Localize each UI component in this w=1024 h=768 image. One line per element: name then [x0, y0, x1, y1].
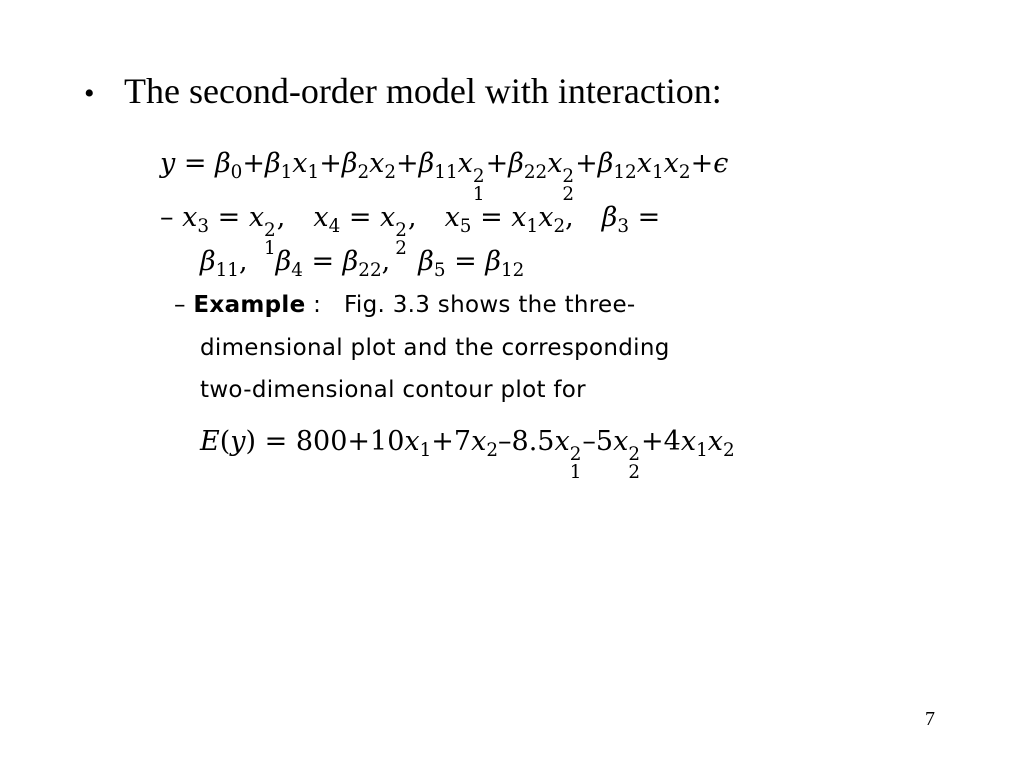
example-text-3: two-dimensional contour plot for [200, 377, 586, 403]
bullet-text: The second-order model with interaction: [124, 71, 722, 111]
example-text-2: dimensional plot and the corresponding [200, 335, 670, 361]
example-equation: $E(y) = 800+10x_1+7x_2-8.5x$ 2 1 –5x 2 2 $+4x_1x_2$ [200, 426, 735, 483]
substitution-line-2: $\beta_{11}$, $\beta_4 = \beta_{22}$, $\beta_5 = \beta_{12}$ [200, 246, 525, 281]
example-colon: : [305, 292, 329, 318]
substitution-line-1: – $x_3 = x$ 2 1 , $x_4 = x$ 2 2 , $x_5 = x_1x_2$, $\beta_3$ = [160, 202, 661, 259]
page-number: 7 [925, 708, 935, 730]
example-label: Example [193, 292, 306, 318]
example-line-1: – Example : Fig. 3.3 shows the three- [174, 292, 636, 318]
bullet-item [84, 70, 722, 112]
bullet-marker: • [84, 77, 95, 110]
model-equation: $y = \beta_0+\beta_1x_1+\beta_2x_2+\beta_{11}x$ 2 1 $+\beta_{22}x$ 2 2 $+\beta_{12}x_1x_2+\epsilon$ [160, 148, 729, 205]
example-text-1: Fig. 3.3 shows the three- [344, 292, 636, 318]
